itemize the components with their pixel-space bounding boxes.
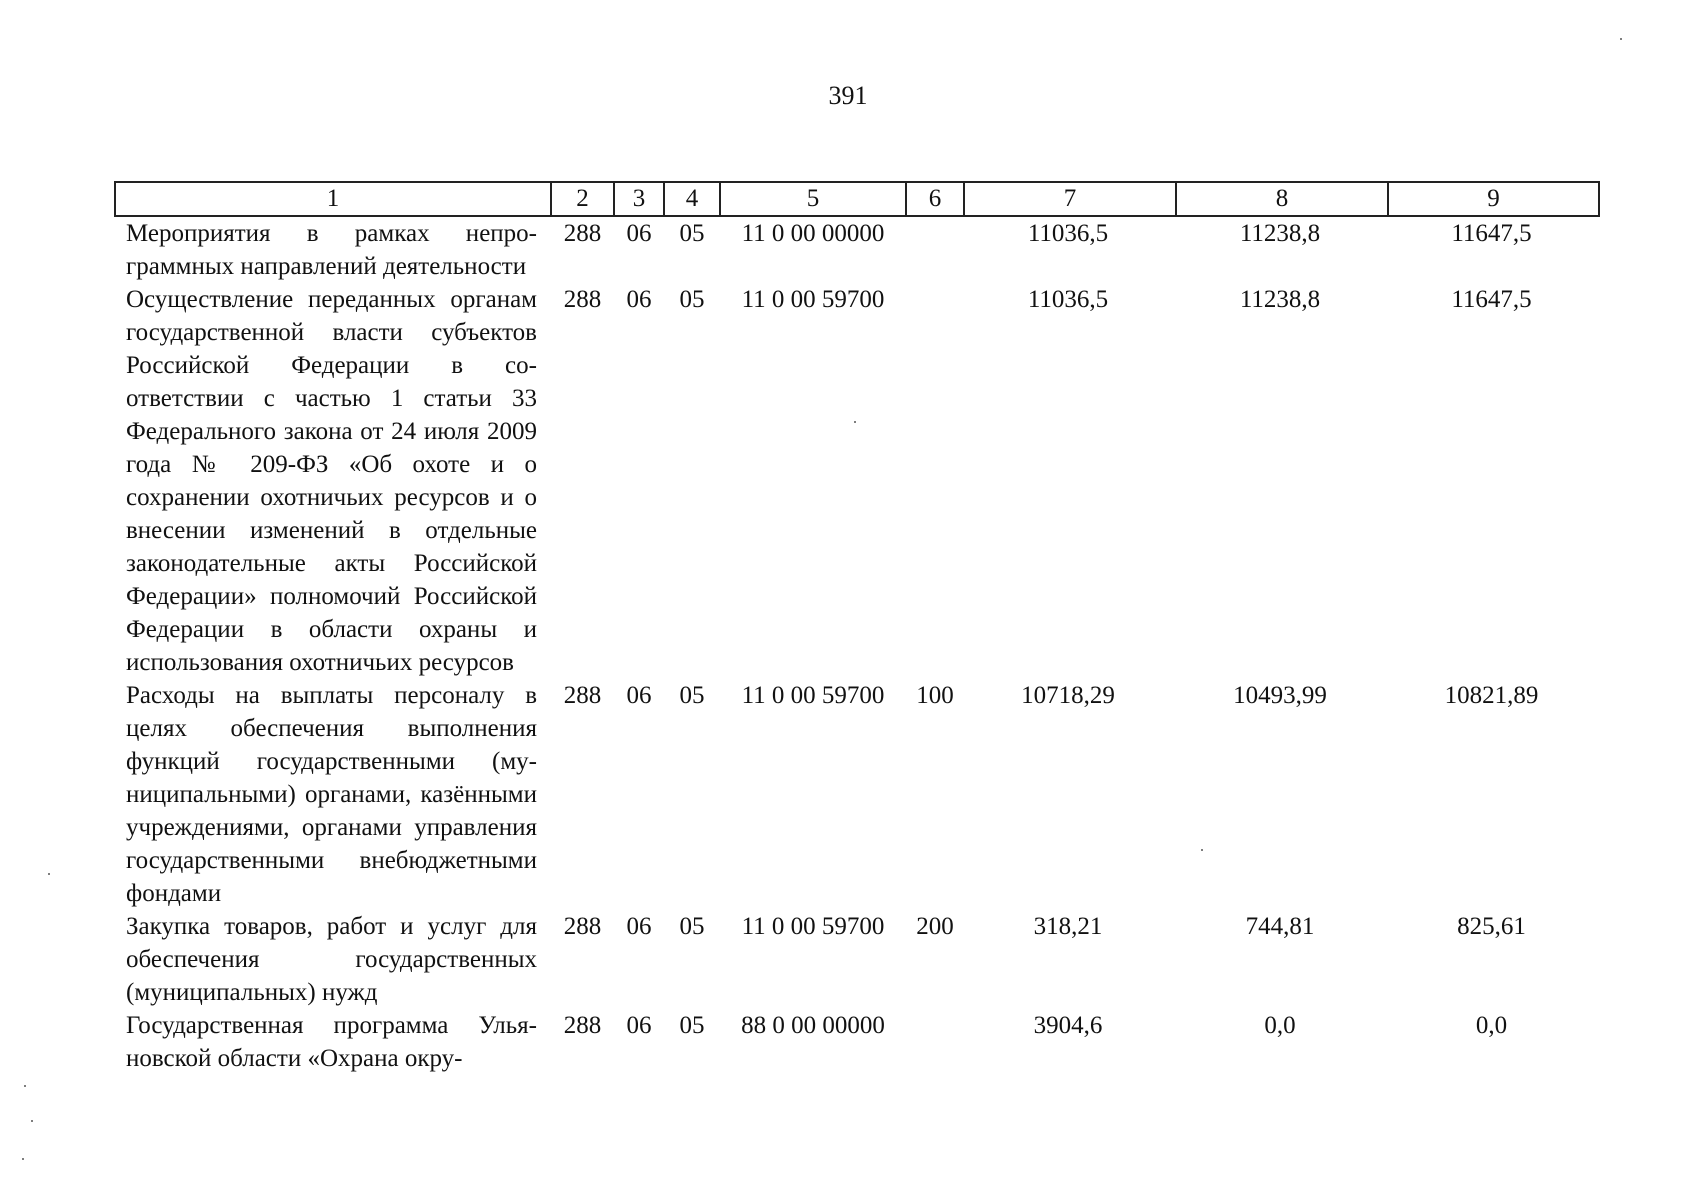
cell-subsection: 05 bbox=[679, 220, 705, 247]
cell-amount-8: 10493,99 bbox=[1233, 682, 1327, 709]
row-description: Осуществление переданных органам государственной власти субъектов Российской Федерации в соответствии с частью 1 статьи 33 Федерального закона от 24 июля 2009 года № 209-ФЗ «Об охоте и о сохранении охотничьих ресурсов и о внесении изменений в отдельные законодательные акты Российской Федерации» полномочий Российской Федерации в области охраны и использования охотничьих ресурсов bbox=[126, 286, 537, 676]
cell-amount-9: 825,61 bbox=[1457, 913, 1526, 940]
column-number-header-row bbox=[115, 182, 1599, 216]
cell-subsection: 05 bbox=[679, 913, 705, 940]
cell-expense-type: 200 bbox=[916, 913, 954, 940]
column-header-4: 4 bbox=[664, 182, 720, 216]
cell-amount-9: 10821,89 bbox=[1444, 682, 1539, 709]
cell-subsection: 05 bbox=[679, 286, 705, 313]
cell-amount-7: 10718,29 bbox=[1021, 682, 1115, 709]
cell-section: 06 bbox=[626, 682, 652, 709]
row-description: Мероприятия в рамках непрограммных направлений деятельности bbox=[126, 220, 537, 280]
cell-amount-7: 11036,5 bbox=[1027, 286, 1109, 313]
cell-amount-7: 11036,5 bbox=[1027, 220, 1109, 247]
cell-section: 06 bbox=[626, 913, 652, 940]
scan-speck bbox=[48, 873, 50, 875]
column-header-9: 9 bbox=[1388, 182, 1599, 216]
cell-admin-code: 288 bbox=[563, 220, 602, 247]
cell-section: 06 bbox=[626, 220, 652, 247]
cell-amount-8: 11238,8 bbox=[1239, 286, 1321, 313]
page-number: 391 bbox=[828, 81, 868, 110]
cell-amount-7: 318,21 bbox=[1033, 913, 1103, 940]
column-header-6: 6 bbox=[906, 182, 964, 216]
cell-subsection: 05 bbox=[679, 682, 705, 709]
cell-target-article: 11 0 00 00000 bbox=[741, 220, 885, 247]
row-description: Закупка товаров, работ и услуг для обеспечения государственных (муниципальных) нужд bbox=[126, 913, 537, 1006]
table-row bbox=[115, 910, 1599, 1009]
cell-amount-9: 11647,5 bbox=[1451, 286, 1532, 313]
column-header-1: 1 bbox=[115, 182, 551, 216]
cell-section: 06 bbox=[626, 1012, 652, 1039]
cell-amount-8: 0,0 bbox=[1264, 1012, 1296, 1039]
cell-amount-9: 0,0 bbox=[1475, 1012, 1508, 1039]
row-description: Государственная программа Ульяновской области «Охрана окру- bbox=[126, 1012, 537, 1072]
cell-amount-7: 3904,6 bbox=[1033, 1012, 1103, 1039]
table-row bbox=[115, 216, 1599, 283]
budget-table bbox=[114, 181, 1600, 1075]
column-header-7: 7 bbox=[964, 182, 1176, 216]
column-header-8: 8 bbox=[1176, 182, 1388, 216]
table-row bbox=[115, 283, 1599, 679]
cell-expense-type bbox=[906, 216, 964, 283]
cell-section: 06 bbox=[626, 286, 652, 313]
scan-speck bbox=[31, 1120, 33, 1122]
scan-speck bbox=[1201, 849, 1203, 851]
cell-expense-type bbox=[906, 283, 964, 679]
cell-subsection: 05 bbox=[679, 1012, 705, 1039]
cell-amount-9: 11647,5 bbox=[1451, 220, 1532, 247]
cell-expense-type bbox=[906, 1009, 964, 1075]
cell-admin-code: 288 bbox=[563, 682, 602, 709]
scan-speck bbox=[1620, 38, 1622, 40]
column-header-5: 5 bbox=[720, 182, 906, 216]
scan-speck bbox=[24, 1085, 26, 1087]
cell-target-article: 88 0 00 00000 bbox=[741, 1012, 885, 1039]
cell-expense-type: 100 bbox=[916, 682, 954, 709]
cell-target-article: 11 0 00 59700 bbox=[741, 286, 885, 313]
scan-speck bbox=[22, 1158, 24, 1160]
cell-target-article: 11 0 00 59700 bbox=[741, 913, 885, 940]
cell-admin-code: 288 bbox=[563, 286, 602, 313]
cell-admin-code: 288 bbox=[563, 1012, 602, 1039]
cell-amount-8: 744,81 bbox=[1245, 913, 1315, 940]
cell-admin-code: 288 bbox=[563, 913, 602, 940]
column-header-3: 3 bbox=[614, 182, 664, 216]
column-header-2: 2 bbox=[551, 182, 614, 216]
cell-target-article: 11 0 00 59700 bbox=[741, 682, 885, 709]
row-description: Расходы на выплаты персоналу в целях обеспечения выполнения функций государственными (муниципальными) органами, казёнными учреждениями, органами управления государственными внебюджетными фондами bbox=[126, 682, 537, 907]
table-row bbox=[115, 679, 1599, 910]
cell-amount-8: 11238,8 bbox=[1239, 220, 1321, 247]
scan-speck bbox=[854, 421, 856, 423]
table-row bbox=[115, 1009, 1599, 1075]
